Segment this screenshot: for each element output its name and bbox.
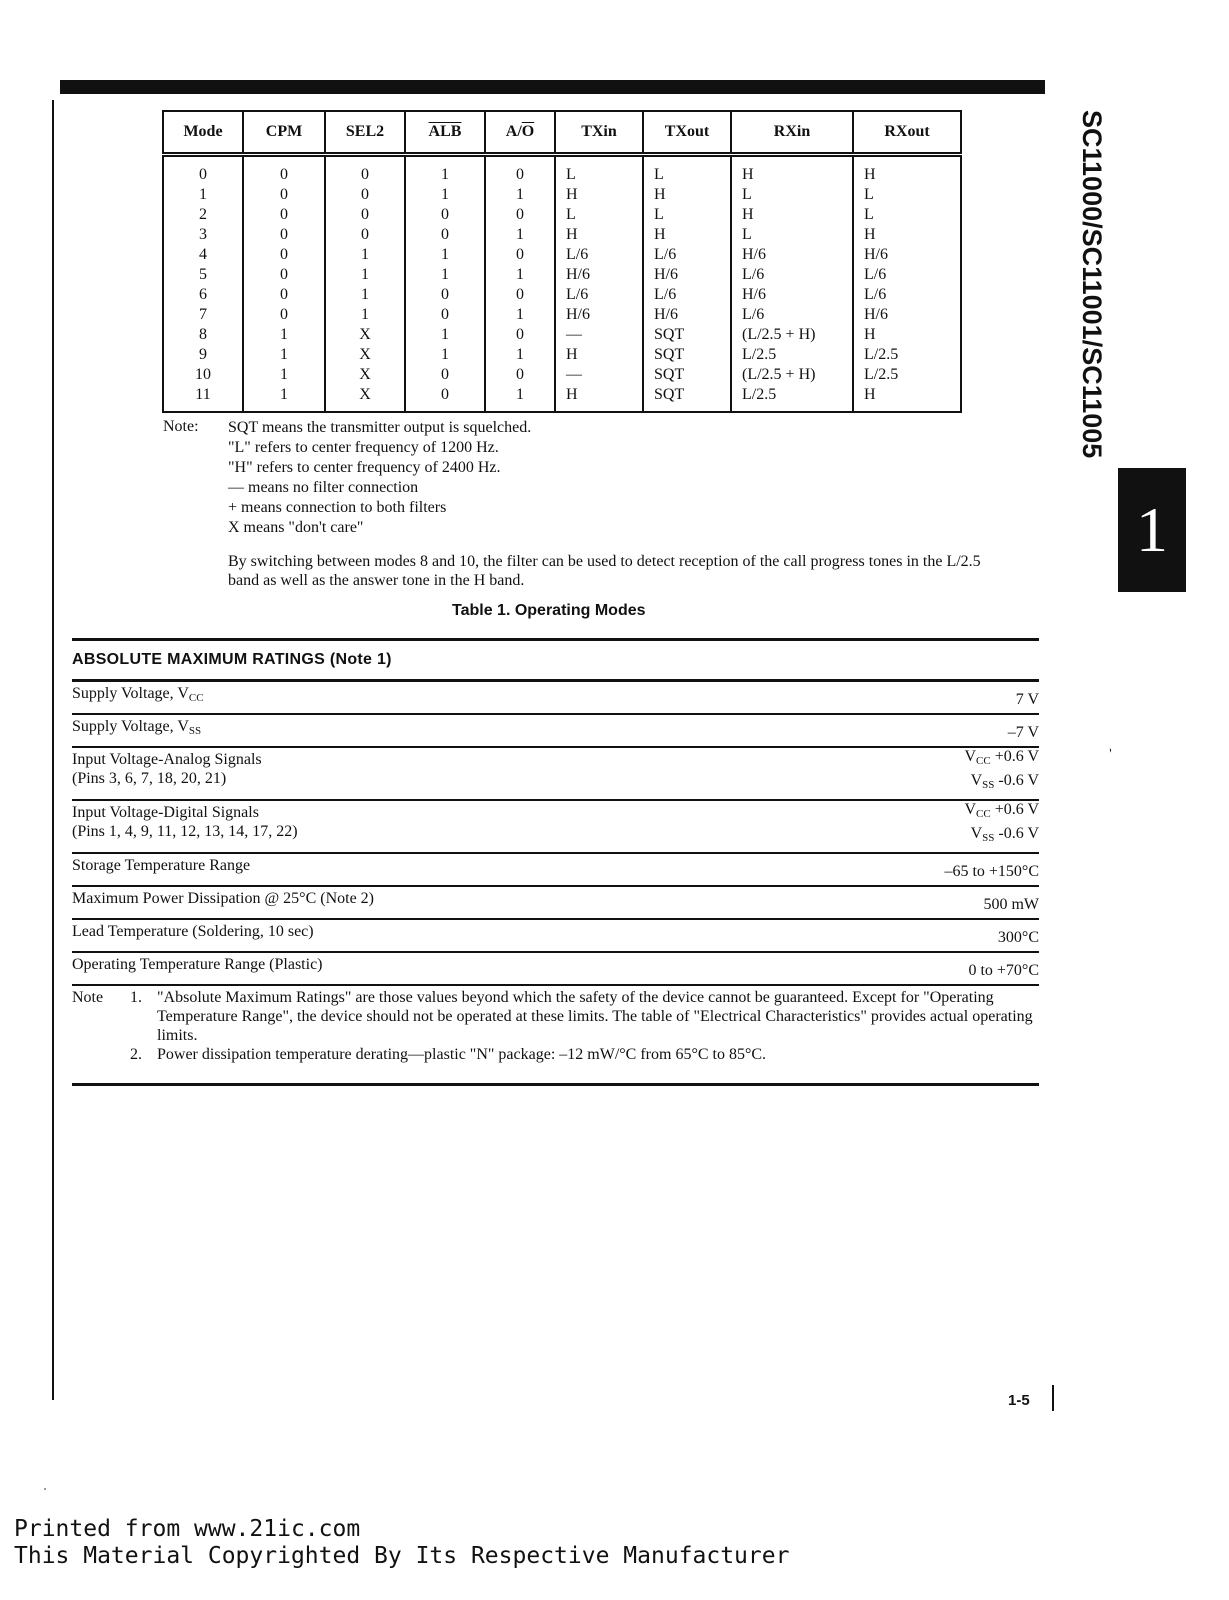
- table-cell: 1: [243, 385, 325, 412]
- stray-dot: [44, 1488, 46, 1490]
- chapter-number: 1: [1136, 494, 1168, 565]
- top-rule: [60, 80, 1045, 94]
- table-cell: 1: [325, 245, 405, 265]
- table-cell: 1: [405, 185, 485, 205]
- left-margin-rule: [52, 100, 54, 1400]
- print-footer: [14, 1516, 789, 1570]
- header-rxin: RXin: [731, 111, 853, 155]
- rating-row: [72, 715, 1039, 748]
- rating-value: $V_{CC} +0.6$ V $V_{SS}$ -0.6 V: [964, 748, 1039, 791]
- header-rxout: RXout: [853, 111, 961, 155]
- table-cell: H/6: [555, 305, 643, 325]
- rating-value: 0 to +70°C: [968, 962, 1039, 979]
- table-cell: L: [643, 205, 731, 225]
- header-ao-overline: $\overline{O}$: [521, 123, 535, 140]
- table-cell: H: [853, 155, 961, 186]
- rating-row: [72, 854, 1039, 887]
- stray-mark: ˋ: [1099, 746, 1115, 763]
- table-cell: 0: [485, 205, 555, 225]
- table-cell: L/2.5: [853, 365, 961, 385]
- table-cell: H: [643, 225, 731, 245]
- header-txin: TXin: [555, 111, 643, 155]
- rating-label: Operating Temperature Range (Plastic): [72, 956, 323, 973]
- table-row: [163, 155, 961, 186]
- table-cell: L: [731, 185, 853, 205]
- table-cell: L/6: [853, 265, 961, 285]
- table-cell: L/6: [643, 285, 731, 305]
- note-item: [72, 1045, 1039, 1064]
- table-cell: 0: [243, 155, 325, 186]
- rating-value: 300°C: [997, 929, 1039, 946]
- table-cell: 1: [243, 325, 325, 345]
- table-cell: 0: [325, 185, 405, 205]
- table-cell: SQT: [643, 345, 731, 365]
- table-cell: SQT: [643, 365, 731, 385]
- table-cell: H/6: [731, 245, 853, 265]
- table-cell: H: [853, 385, 961, 412]
- rating-label: Supply Voltage, $V_{CC}$: [72, 685, 204, 704]
- table-cell: 1: [325, 265, 405, 285]
- table-cell: 1: [485, 225, 555, 245]
- table-row: [163, 325, 961, 345]
- table-cell: 1: [405, 155, 485, 186]
- table-cell: X: [325, 325, 405, 345]
- table-cell: 1: [485, 345, 555, 365]
- table-cell: 6: [163, 285, 243, 305]
- table-cell: 4: [163, 245, 243, 265]
- table-cell: 0: [243, 305, 325, 325]
- rating-label: Supply Voltage, $V_{SS}$: [72, 718, 202, 737]
- rating-row: [72, 801, 1039, 854]
- table-cell: 0: [405, 385, 485, 412]
- rating-row: [72, 682, 1039, 715]
- table-cell: 1: [405, 325, 485, 345]
- page-number: 1-5: [1008, 1392, 1030, 1409]
- operating-modes-table: [162, 110, 962, 413]
- footer-line: Printed from www.21ic.com: [14, 1516, 361, 1542]
- table-cell: 10: [163, 365, 243, 385]
- table-cell: 1: [163, 185, 243, 205]
- table-cell: 0: [405, 225, 485, 245]
- table-cell: H: [555, 385, 643, 412]
- table-cell: L/6: [643, 245, 731, 265]
- table-cell: H/6: [853, 305, 961, 325]
- table-cell: L/6: [555, 285, 643, 305]
- side-running-title: [1065, 110, 1107, 459]
- table-cell: 8: [163, 325, 243, 345]
- table-cell: 1: [405, 245, 485, 265]
- table-row: [163, 385, 961, 412]
- table-cell: 2: [163, 205, 243, 225]
- rating-label: Maximum Power Dissipation @ 25°C (Note 2): [72, 890, 374, 907]
- table-cell: 0: [405, 305, 485, 325]
- table-cell: H/6: [853, 245, 961, 265]
- switch-note: By switching between modes 8 and 10, the filter can be used to detect reception of the call progress tones in the L/2.5 band as well as the answer tone in the H band.: [228, 553, 981, 589]
- table-row: [163, 285, 961, 305]
- note-line: X means "don't care": [228, 519, 364, 536]
- rating-row: [72, 887, 1039, 920]
- rating-label: Input Voltage-Analog Signals (Pins 3, 6, 7, 18, 20, 21): [72, 751, 262, 787]
- table-cell: 0: [405, 365, 485, 385]
- table-caption: Table 1. Operating Modes: [452, 602, 646, 619]
- note-line: + means connection to both filters: [228, 499, 447, 516]
- table-cell: 0: [325, 225, 405, 245]
- table-cell: SQT: [643, 385, 731, 412]
- table-cell: L/2.5: [853, 345, 961, 365]
- bottom-rule: [72, 1083, 1039, 1086]
- rating-value: 7 V: [1015, 691, 1039, 708]
- rating-value: –65 to +150°C: [944, 863, 1039, 880]
- note-label: Note:: [163, 418, 199, 435]
- header-ao: [485, 111, 555, 155]
- table-cell: H: [643, 185, 731, 205]
- ratings-notes: [72, 986, 1039, 1064]
- note-line: SQT means the transmitter output is squelched.: [228, 419, 532, 436]
- table-cell: 0: [485, 245, 555, 265]
- table-cell: L: [643, 155, 731, 186]
- note-line: "L" refers to center frequency of 1200 Hz.: [228, 439, 499, 456]
- note-text: "Absolute Maximum Ratings" are those values beyond which the safety of the device cannot be guaranteed. Except for "Operating Temperature Range", the device should not be operated at these limits. The table of "Electrical Characteristics" provides actual operating limits.: [157, 989, 1033, 1044]
- table-cell: 0: [485, 155, 555, 186]
- table-cell: H: [555, 225, 643, 245]
- table-cell: X: [325, 385, 405, 412]
- table-cell: 1: [243, 365, 325, 385]
- table-cell: 9: [163, 345, 243, 365]
- header-ao-text: $A/\overline{O}$: [505, 123, 535, 140]
- table-cell: L: [731, 225, 853, 245]
- table-row: [163, 245, 961, 265]
- table-cell: L: [555, 205, 643, 225]
- note-number: 2.: [130, 1046, 142, 1063]
- table-cell: H/6: [731, 285, 853, 305]
- table-cell: 1: [485, 305, 555, 325]
- table-cell: 11: [163, 385, 243, 412]
- table-cell: 1: [325, 285, 405, 305]
- table-cell: 0: [485, 365, 555, 385]
- table-cell: H: [853, 325, 961, 345]
- table-cell: 1: [485, 385, 555, 412]
- rating-row: [72, 748, 1039, 801]
- table-row: [163, 305, 961, 325]
- footer-line: This Material Copyrighted By Its Respective Manufacturer: [14, 1543, 790, 1569]
- table-cell: 0: [243, 245, 325, 265]
- note-line: — means no filter connection: [228, 479, 419, 496]
- table-cell: 1: [325, 305, 405, 325]
- ratings-title: ABSOLUTE MAXIMUM RATINGS (Note 1): [72, 641, 1039, 682]
- chapter-tab: [1118, 468, 1186, 592]
- rating-label: Lead Temperature (Soldering, 10 sec): [72, 923, 314, 940]
- right-margin-rule: [1052, 1385, 1054, 1411]
- table-cell: L/6: [731, 265, 853, 285]
- table-cell: H/6: [555, 265, 643, 285]
- table-cell: 1: [485, 185, 555, 205]
- table-row: [163, 345, 961, 365]
- table-cell: L: [853, 205, 961, 225]
- table-cell: (L/2.5 + H): [731, 365, 853, 385]
- table-cell: 1: [243, 345, 325, 365]
- table-cell: 0: [243, 225, 325, 245]
- note-lines: [228, 418, 531, 538]
- table-cell: SQT: [643, 325, 731, 345]
- table-row: [163, 205, 961, 225]
- table-cell: 0: [405, 285, 485, 305]
- table-cell: H: [731, 155, 853, 186]
- rating-label: Input Voltage-Digital Signals (Pins 1, 4, 9, 11, 12, 13, 14, 17, 22): [72, 804, 298, 840]
- table-cell: 1: [485, 265, 555, 285]
- table-cell: 7: [163, 305, 243, 325]
- header-txout: TXout: [643, 111, 731, 155]
- table-header-row: [163, 111, 961, 155]
- table-cell: X: [325, 365, 405, 385]
- rating-value: –7 V: [1007, 724, 1039, 741]
- table-row: [163, 185, 961, 205]
- table-cell: 0: [485, 285, 555, 305]
- table-cell: H: [555, 345, 643, 365]
- table-cell: 0: [405, 205, 485, 225]
- rating-label: Storage Temperature Range: [72, 857, 251, 874]
- header-sel2: SEL2: [325, 111, 405, 155]
- table-cell: 0: [243, 285, 325, 305]
- table-cell: L/2.5: [731, 345, 853, 365]
- table-row: [163, 225, 961, 245]
- table-cell: 3: [163, 225, 243, 245]
- table-cell: 0: [243, 205, 325, 225]
- table-cell: H: [555, 185, 643, 205]
- table-cell: 5: [163, 265, 243, 285]
- header-alb: [405, 111, 485, 155]
- table-cell: 1: [405, 265, 485, 285]
- table-row: [163, 265, 961, 285]
- header-mode: Mode: [163, 111, 243, 155]
- side-title-text: SC11000/SC11001/SC11005: [1077, 110, 1107, 459]
- table-cell: L/2.5: [731, 385, 853, 412]
- table-cell: 1: [405, 345, 485, 365]
- table-cell: 0: [243, 265, 325, 285]
- note-line: "H" refers to center frequency of 2400 Hz.: [228, 459, 501, 476]
- table-cell: (L/2.5 + H): [731, 325, 853, 345]
- table-cell: H: [853, 225, 961, 245]
- header-cpm: CPM: [243, 111, 325, 155]
- table-cell: —: [555, 325, 643, 345]
- table-row: [163, 365, 961, 385]
- table-cell: L: [555, 155, 643, 186]
- rating-row: [72, 920, 1039, 953]
- table-cell: H: [731, 205, 853, 225]
- rating-value: $V_{CC} +0.6$ V $V_{SS}$ -0.6 V: [964, 801, 1039, 844]
- table-cell: H/6: [643, 305, 731, 325]
- table-cell: L: [853, 185, 961, 205]
- table-cell: 0: [163, 155, 243, 186]
- note-item: [72, 988, 1039, 1045]
- table-cell: 0: [325, 205, 405, 225]
- table-cell: —: [555, 365, 643, 385]
- table-cell: L/6: [853, 285, 961, 305]
- table-cell: L/6: [555, 245, 643, 265]
- table-cell: L/6: [731, 305, 853, 325]
- table-cell: 0: [325, 155, 405, 186]
- note-number: 1.: [130, 989, 142, 1006]
- header-alb-text: $\overline{ALB}$: [428, 123, 462, 140]
- absolute-maximum-ratings: [72, 638, 1039, 1064]
- table-cell: 0: [243, 185, 325, 205]
- table-cell: X: [325, 345, 405, 365]
- rating-row: [72, 953, 1039, 986]
- note-text: Power dissipation temperature derating—plastic "N" package: –12 mW/°C from 65°C to 85°C.: [157, 1046, 767, 1063]
- rating-value: 500 mW: [983, 896, 1039, 913]
- table-cell: 0: [485, 325, 555, 345]
- notes-label: Note: [72, 989, 104, 1006]
- table-cell: H/6: [643, 265, 731, 285]
